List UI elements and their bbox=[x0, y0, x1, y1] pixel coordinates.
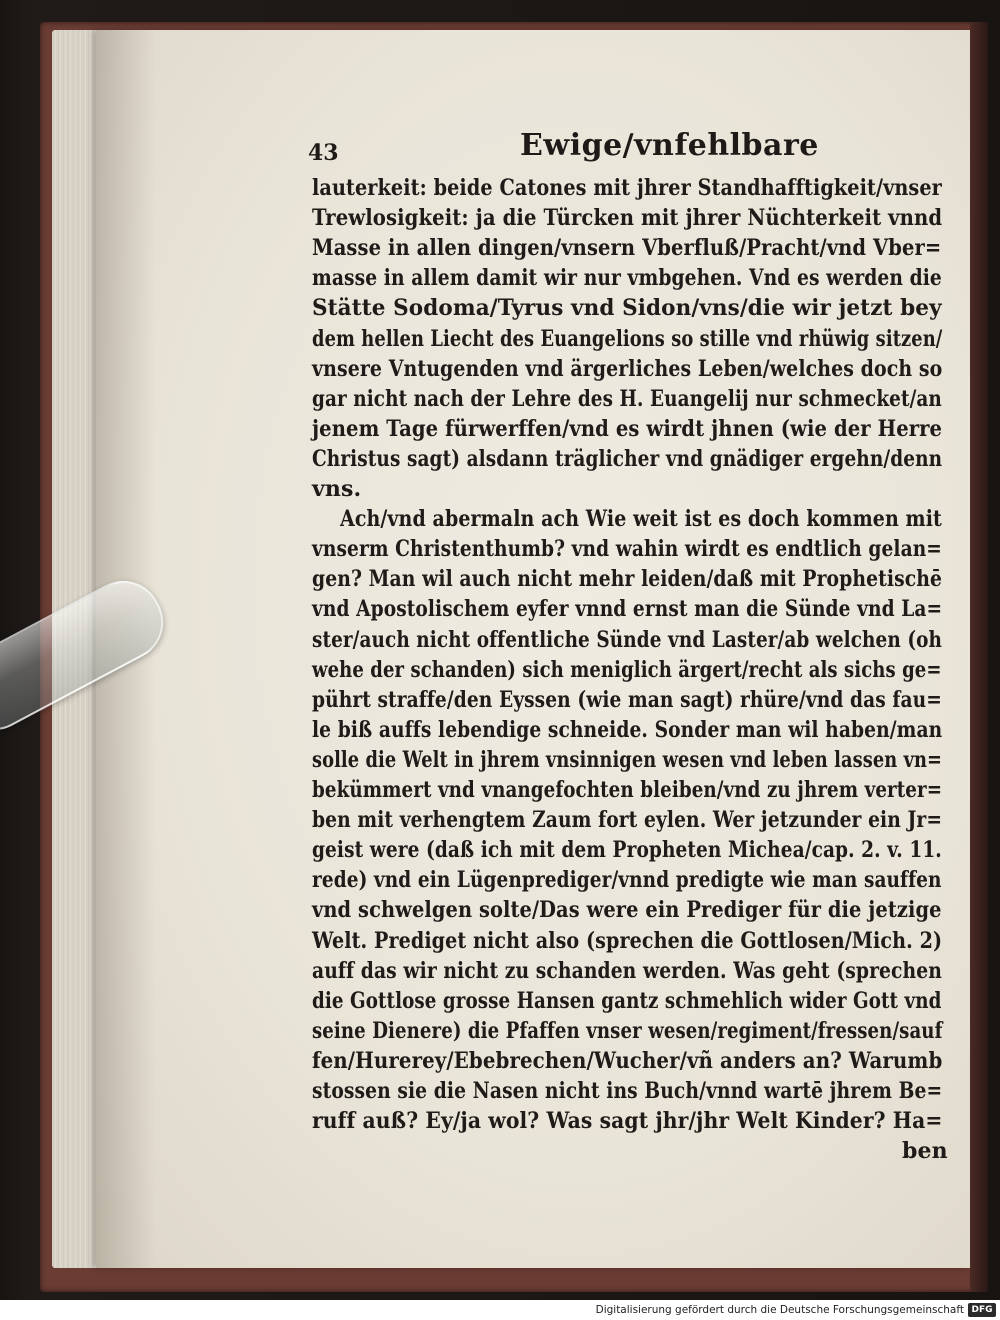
text-line: Stätte Sodoma/Tyrus vnd Sidon/vns/die wir jetzt bey bbox=[312, 295, 942, 322]
text-line: Welt. Prediget nicht also (sprechen die Gottlosen/Mich. 2) bbox=[312, 927, 943, 954]
text-line: Trewlosigkeit: ja die Türcken mit jhrer Nüchterkeit vnnd bbox=[312, 205, 943, 232]
text-line: ster/auch nicht offentliche Sünde vnd Laster/ab welchen (oh bbox=[312, 626, 943, 653]
text-line: stossen sie die Nasen nicht ins Buch/vnnd wartē jhrem Be= bbox=[312, 1078, 943, 1104]
text-line: Masse in allen dingen/vnsern Vberfluß/Pracht/vnd Vber= bbox=[312, 235, 942, 262]
text-line: gar nicht nach der Lehre des H. Euangelij nur schmecket/an bbox=[312, 385, 942, 412]
footer-credit: Digitalisierung gefördert durch die Deutsche Forschungsgemeinschaft bbox=[595, 1304, 964, 1316]
footer-bar bbox=[0, 1300, 1000, 1320]
text-line: le biß auffs lebendige schneide. Sonder man wil haben/man bbox=[312, 716, 943, 743]
text-line: rede) vnd ein Lügenprediger/vnnd predigte wie man sauffen bbox=[312, 867, 942, 894]
text-line: dem hellen Liecht des Euangelions so stille vnd rhüwig sitzen/ bbox=[312, 325, 943, 352]
text-line: die Gottlose grosse Hansen gantz schmehlich wider Gott vnd bbox=[312, 987, 942, 1014]
text-line: ben mit verhengtem Zaum fort eylen. Wer jetzunder ein Jr= bbox=[312, 807, 943, 834]
text-line: vns. bbox=[312, 476, 362, 502]
text-line: Ach/vnd abermaln ach Wie weit ist es doch kommen mit bbox=[340, 506, 942, 533]
text-line: auff das wir nicht zu schanden werden. Was geht (sprechen bbox=[312, 957, 942, 984]
text-line: seine Dienere) die Pfaffen vnser wesen/regiment/fressen/sauf bbox=[312, 1017, 943, 1044]
text-line: vnsere Vntugenden vnd ärgerliches Leben/welches doch so bbox=[312, 355, 943, 382]
page-number: 43 bbox=[308, 140, 339, 166]
text-line: wehe der schanden) sich meniglich ärgert/recht als sichs ge= bbox=[312, 656, 942, 683]
text-line: solle die Welt in jhrem vnsinnigen wesen vnd leben lassen vn= bbox=[312, 746, 943, 773]
text-line: vnserm Christenthumb? vnd wahin wirdt es endtlich gelan= bbox=[312, 536, 942, 563]
text-line: ruff auß? Ey/ja wol? Was sagt jhr/jhr Welt Kinder? Ha= bbox=[312, 1108, 943, 1135]
text-line: jenem Tage fürwerffen/vnd es wirdt jhnen (wie der Herre bbox=[312, 415, 943, 442]
text-line: ben bbox=[902, 1138, 948, 1165]
dfg-logo: DFG bbox=[968, 1303, 996, 1317]
text-line: geist were (daß ich mit dem Propheten Michea/cap. 2. v. 11. bbox=[312, 837, 942, 864]
text-line: gen? Man wil auch nicht mehr leiden/daß mit Prophetischē bbox=[312, 566, 942, 593]
cover-edge bbox=[970, 22, 988, 1292]
text-line: vnd Apostolischem eyfer vnnd ernst man die Sünde vnd La= bbox=[312, 596, 943, 623]
text-line: vnd schwelgen solte/Das were ein Prediger für die jetzige bbox=[312, 897, 942, 924]
text-line: pührt straffe/den Eyssen (wie man sagt) rhüre/vnd das fau= bbox=[312, 686, 942, 713]
text-line: masse in allem damit wir nur vmbgehen. Vnd es werden die bbox=[312, 265, 942, 292]
text-line: lauterkeit: beide Catones mit jhrer Standhafftigkeit/vnser bbox=[312, 175, 942, 201]
text-line: fen/Hurerey/Ebebrechen/Wucher/vñ anders an? Warumb bbox=[312, 1047, 943, 1074]
running-head: Ewige/vnfehlbare bbox=[520, 128, 819, 163]
text-line: Christus sagt) alsdann träglicher vnd gnädiger ergehn/denn bbox=[312, 445, 943, 472]
text-line: bekümmert vnd vnangefochten bleiben/vnd zu jhrem verter= bbox=[312, 777, 943, 803]
